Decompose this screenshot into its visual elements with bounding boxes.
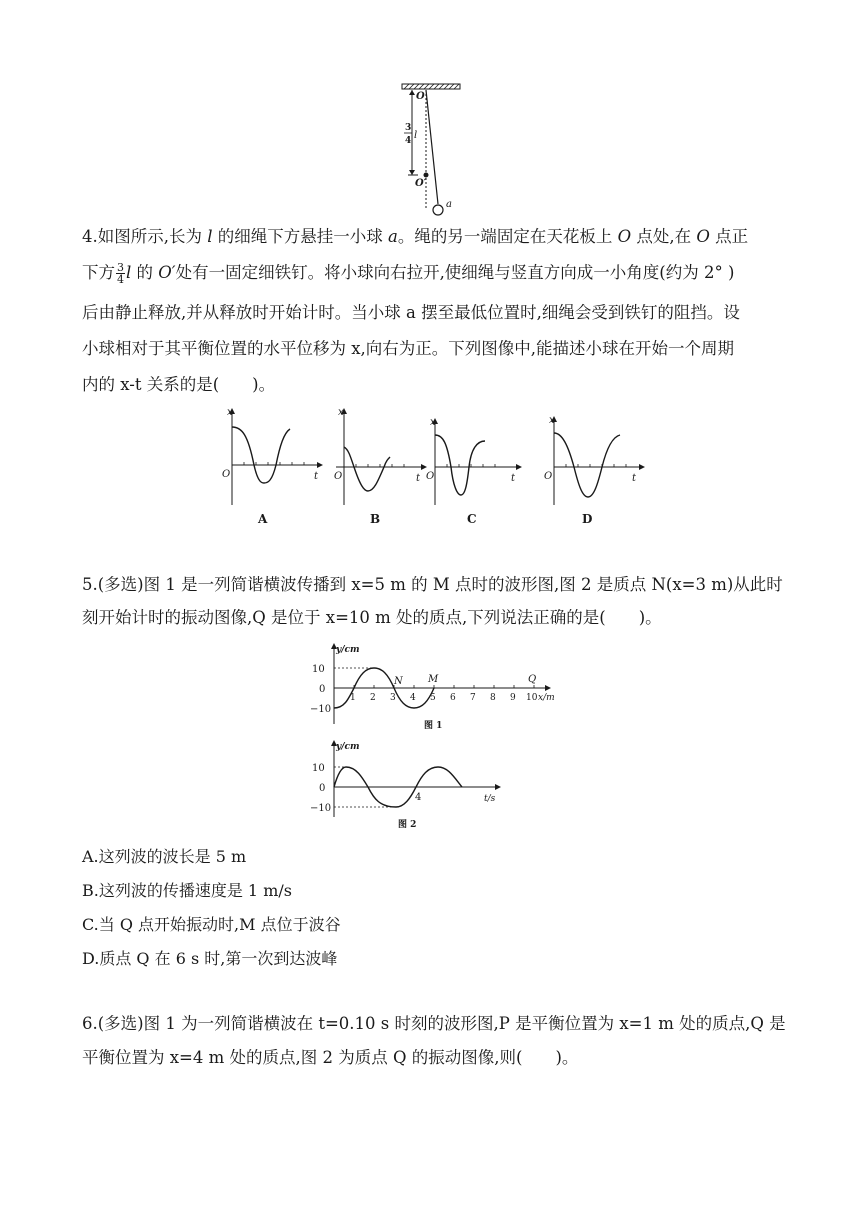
svg-text:7: 7	[470, 693, 476, 703]
svg-text:图 2: 图 2	[398, 820, 417, 830]
svg-text:x: x	[227, 407, 233, 418]
svg-text:4: 4	[415, 792, 422, 803]
svg-text:9: 9	[510, 693, 516, 703]
label-O: O	[416, 91, 425, 102]
svg-text:图 1: 图 1	[424, 721, 443, 731]
q4-line-4: 小球相对于其平衡位置的水平位移为 x,向右为正。下列图像中,能描述小球在开始一个周期	[82, 339, 735, 358]
label-O-prime: O′	[415, 178, 427, 189]
q5-option-c[interactable]: C.当 Q 点开始振动时,M 点位于波谷	[82, 915, 341, 934]
label-frac-num: 3	[405, 123, 412, 133]
label-frac-den: 4	[405, 136, 412, 146]
graph-C[interactable]	[425, 405, 525, 530]
svg-text:t: t	[632, 473, 637, 484]
svg-text:−10: −10	[310, 704, 332, 715]
svg-text:t: t	[511, 473, 516, 484]
pendulum-figure	[390, 80, 470, 220]
svg-text:10: 10	[312, 763, 325, 774]
svg-text:1: 1	[350, 693, 356, 703]
svg-text:x/m: x/m	[538, 693, 555, 703]
svg-text:10: 10	[526, 693, 538, 703]
svg-text:−10: −10	[310, 803, 332, 814]
svg-text:4: 4	[410, 693, 416, 703]
q4-line-3: 后由静止释放,并从释放时开始计时。当小球 a 摆至最低位置时,细绳会受到铁钉的阻挡。设	[82, 303, 740, 322]
svg-text:2: 2	[370, 693, 376, 703]
svg-text:10: 10	[312, 664, 325, 675]
svg-text:y/cm: y/cm	[336, 742, 360, 752]
svg-text:Q: Q	[528, 674, 537, 685]
graph-A[interactable]	[218, 405, 328, 530]
svg-text:x: x	[338, 407, 344, 418]
svg-text:t/s: t/s	[484, 794, 496, 804]
svg-text:y/cm: y/cm	[336, 645, 360, 655]
svg-text:0: 0	[319, 783, 326, 794]
q5-option-b[interactable]: B.这列波的传播速度是 1 m/s	[82, 881, 292, 900]
vibration-figure-2	[300, 737, 520, 832]
label-a: a	[446, 199, 452, 210]
svg-text:O: O	[222, 469, 231, 480]
svg-text:6: 6	[450, 693, 456, 703]
svg-text:x: x	[430, 417, 436, 428]
q4-line-5: 内的 x-t 关系的是( )。	[82, 375, 276, 394]
q6-line-2: 平衡位置为 x=4 m 处的质点,图 2 为质点 Q 的振动图像,则( )。	[82, 1048, 579, 1067]
q5-line-1: 5.(多选)图 1 是一列简谐横波传播到 x=5 m 的 M 点时的波形图,图 2 是质点 N(x=3 m)从此时	[82, 575, 783, 594]
svg-text:O: O	[426, 471, 435, 482]
svg-text:8: 8	[490, 693, 496, 703]
q5-option-a[interactable]: A.这列波的波长是 5 m	[82, 847, 247, 866]
svg-text:t: t	[416, 473, 421, 484]
label-l: l	[414, 130, 418, 141]
svg-text:0: 0	[319, 684, 326, 695]
wave-figure-1	[300, 640, 570, 735]
svg-text:3: 3	[390, 693, 396, 703]
svg-text:O: O	[334, 471, 343, 482]
svg-text:x: x	[549, 415, 555, 426]
q4-line-2: 下方 $\frac{3}{4}$ l 的 O′处有一固定细铁钉。将小球向右拉开,使细绳与竖直方向成一小角度(约为 2° )	[82, 261, 735, 286]
q4-line-1: 4.如图所示,长为 l 的细绳下方悬挂一小球 a。绳的另一端固定在天花板上 O 点处,在 O 点正	[82, 227, 749, 246]
q6-line-1: 6.(多选)图 1 为一列简谐横波在 t=0.10 s 时刻的波形图,P 是平衡位置为 x=1 m 处的质点,Q 是	[82, 1014, 786, 1033]
graph-D-label: D	[582, 512, 593, 526]
q5-option-d[interactable]: D.质点 Q 在 6 s 时,第一次到达波峰	[82, 949, 338, 968]
graph-D[interactable]	[540, 405, 650, 530]
svg-text:O: O	[544, 471, 553, 482]
svg-text:M: M	[428, 674, 439, 685]
q5-line-2: 刻开始计时的振动图像,Q 是位于 x=10 m 处的质点,下列说法正确的是( )。	[82, 608, 662, 627]
svg-text:N: N	[394, 676, 403, 687]
graph-C-label: C	[467, 512, 477, 526]
graph-A-label: A	[258, 512, 268, 526]
svg-text:5: 5	[430, 693, 436, 703]
graph-B[interactable]	[330, 405, 430, 530]
svg-text:t: t	[314, 471, 319, 482]
graph-B-label: B	[370, 512, 381, 526]
